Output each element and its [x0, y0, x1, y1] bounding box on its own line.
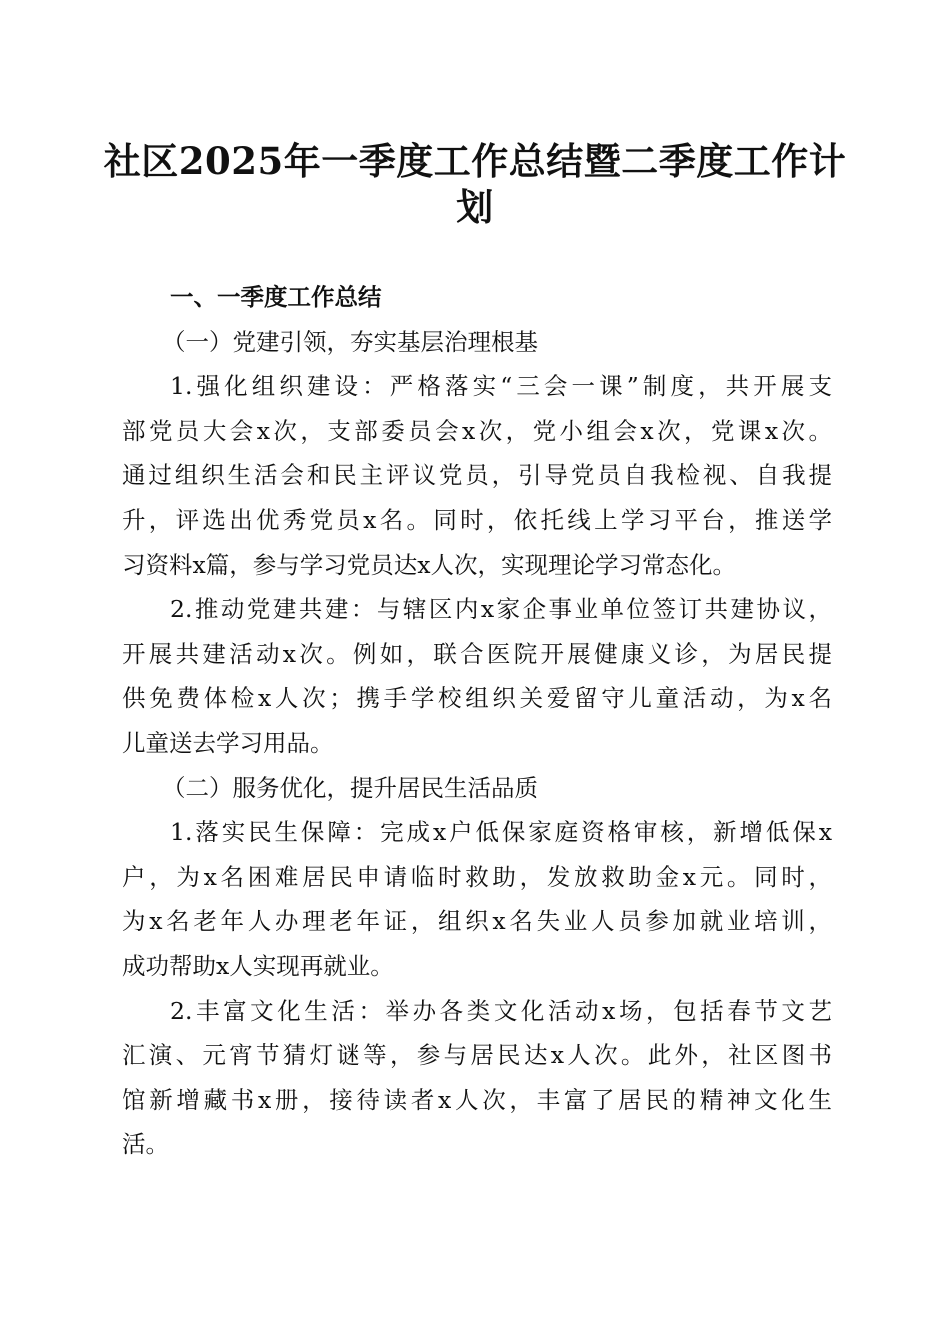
paragraph-line: 升，评选出优秀党员x名。同时，依托线上学习平台，推送学 — [122, 505, 832, 534]
subsection-heading: （一）党建引领，夯实基层治理根基 — [162, 327, 538, 356]
paragraph — [122, 810, 832, 988]
paragraph-line: 1.落实民生保障：完成x户低保家庭资格审核，新增低保x — [170, 818, 832, 847]
paragraph-line: 部党员大会x次，支部委员会x次，党小组会x次，党课x次。 — [122, 416, 832, 445]
section-heading: 一、一季度工作总结 — [170, 283, 382, 311]
paragraph-line: 馆新增藏书x册，接待读者x人次，丰富了居民的精神文化生 — [122, 1085, 832, 1114]
paragraph-line: 为x名老年人办理老年证，组织x名失业人员参加就业培训， — [122, 907, 832, 936]
paragraph-line: 活。 — [122, 1130, 169, 1159]
paragraph-line: 开展共建活动x次。例如，联合医院开展健康义诊，为居民提 — [122, 639, 832, 668]
title-line: 划 — [456, 185, 494, 229]
paragraph-line: 2.推动党建共建：与辖区内x家企事业单位签订共建协议， — [170, 595, 832, 624]
paragraph-line: 成功帮助x人实现再就业。 — [122, 951, 394, 980]
paragraph-line: 习资料x篇，参与学习党员达x人次，实现理论学习常态化。 — [122, 550, 737, 579]
paragraph — [122, 364, 832, 587]
paragraph — [122, 989, 832, 1167]
paragraph-line: 汇演、元宵节猜灯谜等，参与居民达x人次。此外，社区图书 — [122, 1041, 832, 1070]
paragraph-line: 通过组织生活会和民主评议党员，引导党员自我检视、自我提 — [122, 461, 832, 490]
paragraph-line: 供免费体检x人次；携手学校组织关爱留守儿童活动，为x名 — [122, 684, 832, 713]
paragraph — [122, 587, 832, 765]
subsection-heading: （二）服务优化，提升居民生活品质 — [162, 773, 538, 802]
paragraph-line: 1.强化组织建设：严格落实“三会一课”制度，共开展支 — [170, 372, 832, 401]
paragraph-line: 户，为x名困难居民申请临时救助，发放救助金x元。同时， — [122, 862, 832, 891]
document-body — [122, 275, 832, 1167]
title-line: 社区2025年一季度工作总结暨二季度工作计 — [103, 139, 847, 183]
paragraph-line: 儿童送去学习用品。 — [122, 728, 334, 757]
paragraph-line: 2.丰富文化生活：举办各类文化活动x场，包括春节文艺 — [170, 996, 832, 1025]
document-title — [100, 138, 850, 230]
